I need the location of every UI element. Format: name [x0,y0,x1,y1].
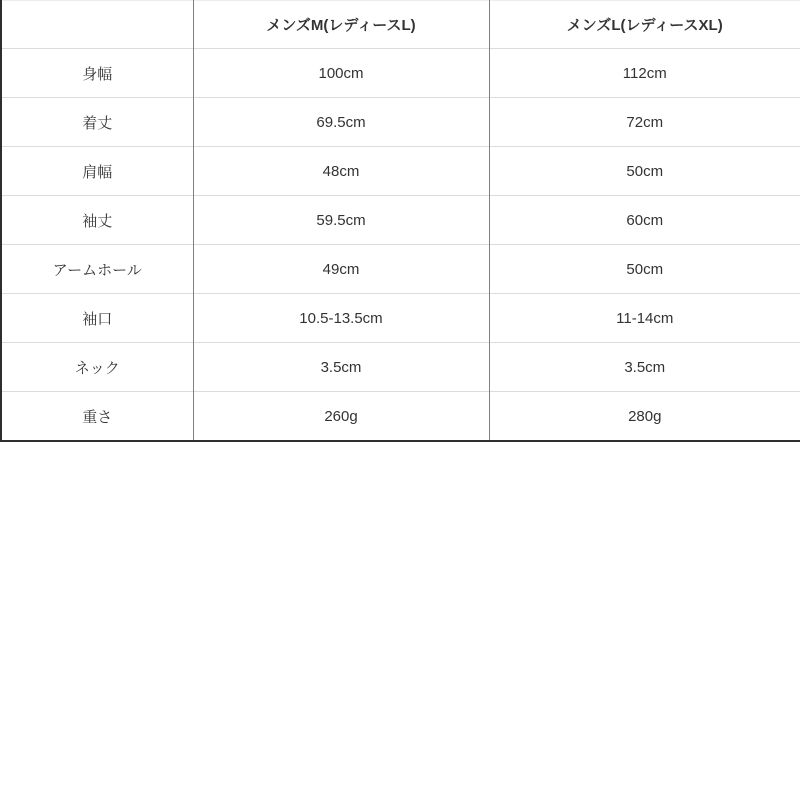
value-cell-mens-m: 69.5cm [193,98,489,147]
column-header-mens-l: メンズL(レディースXL) [489,1,800,49]
row-label: 重さ [1,392,193,442]
row-label: 身幅 [1,49,193,98]
value-cell-mens-l: 50cm [489,147,800,196]
value-cell-mens-m: 48cm [193,147,489,196]
table-row-body-width [1,49,800,98]
value-cell-mens-l: 72cm [489,98,800,147]
table-row-shoulder-width [1,147,800,196]
row-label: 肩幅 [1,147,193,196]
value-cell-mens-m: 59.5cm [193,196,489,245]
row-label: 袖口 [1,294,193,343]
table-row-weight [1,392,800,442]
value-cell-mens-l: 112cm [489,49,800,98]
value-cell-mens-m: 100cm [193,49,489,98]
table-row-length [1,98,800,147]
corner-cell [1,1,193,49]
row-label: 袖丈 [1,196,193,245]
value-cell-mens-l: 50cm [489,245,800,294]
value-cell-mens-l: 11-14cm [489,294,800,343]
table-row-armhole [1,245,800,294]
table-row-cuff [1,294,800,343]
value-cell-mens-l: 60cm [489,196,800,245]
value-cell-mens-l: 3.5cm [489,343,800,392]
header-row [1,1,800,49]
value-cell-mens-m: 3.5cm [193,343,489,392]
value-cell-mens-m: 10.5-13.5cm [193,294,489,343]
table-row-neck [1,343,800,392]
value-cell-mens-m: 260g [193,392,489,442]
column-header-mens-m: メンズM(レディースL) [193,1,489,49]
row-label: 着丈 [1,98,193,147]
table-row-sleeve-length [1,196,800,245]
value-cell-mens-l: 280g [489,392,800,442]
value-cell-mens-m: 49cm [193,245,489,294]
row-label: ネック [1,343,193,392]
row-label: アームホール [1,245,193,294]
